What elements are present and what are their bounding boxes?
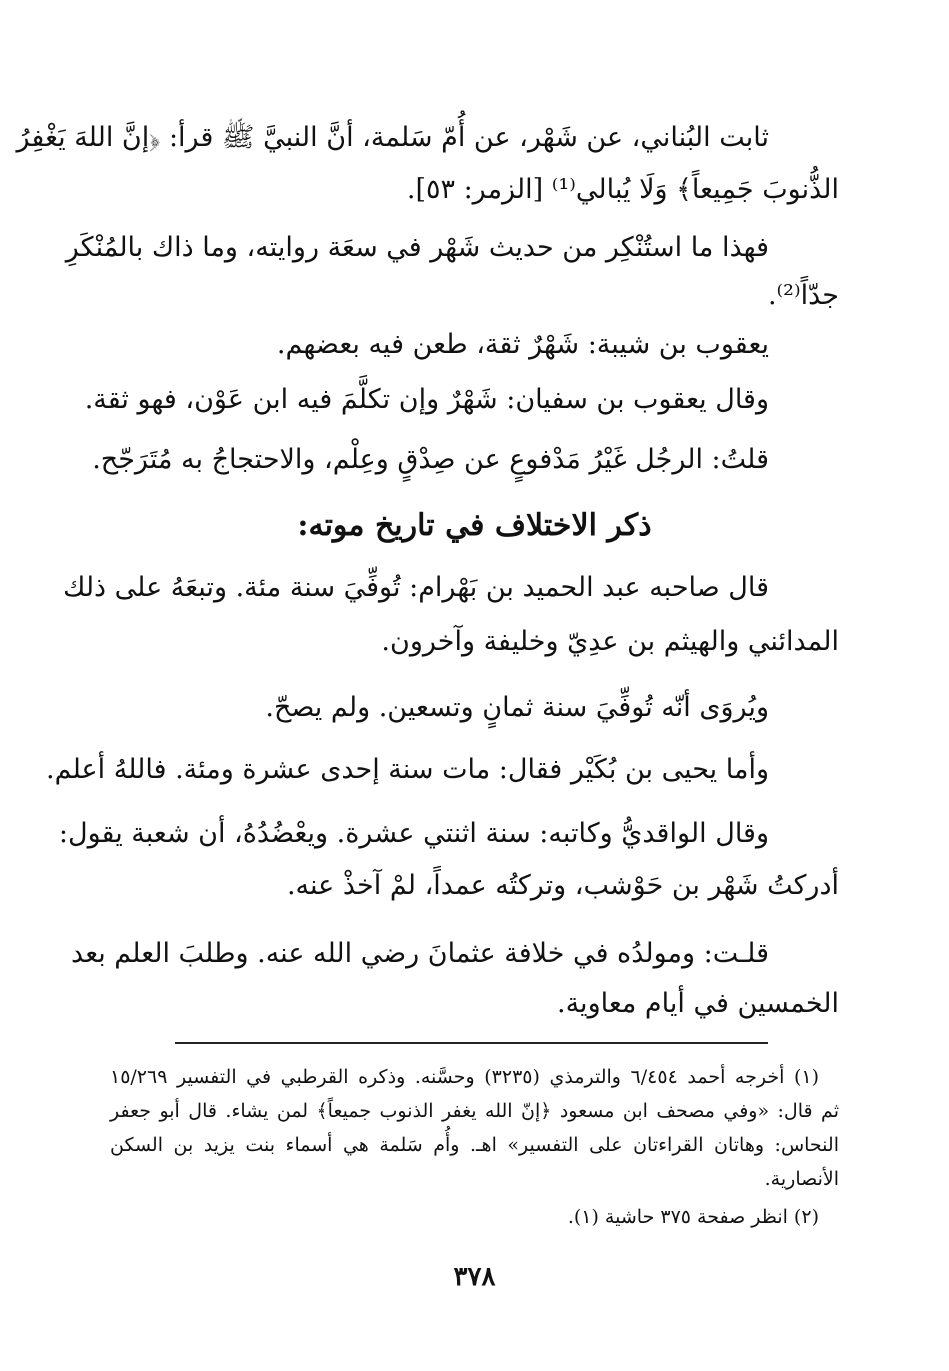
body-line: وقال يعقوب بن سفيان: شَهْرٌ وإن تكلَّمَ فيه ابن عَوْن، فهو ثقة. <box>84 384 769 415</box>
page-number: ٣٧٨ <box>453 1262 496 1292</box>
body-line: أدركتُ شَهْر بن حَوْشب، وتركتُه عمداً، لمْ آخذْ عنه. <box>286 870 839 901</box>
footnote-line: ثم قال: «وفي مصحف ابن مسعود ﴿إنّ الله يغفر الذنوب جميعاً﴾ لمن يشاء. قال أبو جعفر <box>110 1100 839 1122</box>
body-line: الخمسين في أيام معاوية. <box>557 988 839 1019</box>
body-line: قلتُ: الرجُل غَيْرُ مَدْفوعٍ عن صِدْقٍ وعِلْم، والاحتجاجُ به مُتَرَجّح. <box>92 444 769 475</box>
body-line: جدّاً⁽²⁾. <box>767 280 839 311</box>
body-line: ويُروَى أنّه تُوفِّيَ سنة ثمانٍ وتسعين. ولم يصحّ. <box>265 692 769 723</box>
body-line: قال صاحبه عبد الحميد بن بَهْرام: تُوفِّيَ سنة مئة. وتبعَهُ على ذلك <box>63 572 769 603</box>
body-line: قلـت: ومولدُه في خلافة عثمانَ رضي الله عنه. وطلبَ العلم بعد <box>71 938 769 969</box>
footnote-line: (٢) انظر صفحة ٣٧٥ حاشية (١). <box>567 1206 819 1228</box>
footnote-divider <box>175 1042 768 1044</box>
body-line: فهذا ما استُنْكِر من حديث شَهْر في سعَة روايته، وما ذاك بالمُنْكَرِ <box>65 232 769 263</box>
footnote-line: الأنصارية. <box>764 1168 839 1190</box>
body-line: يعقوب بن شيبة: شَهْرٌ ثقة، طعن فيه بعضهم. <box>276 329 769 360</box>
body-line: وأما يحيى بن بُكَيْر فقال: مات سنة إحدى عشرة ومئة. فاللهُ أعلم. <box>46 754 769 785</box>
body-line: ثابت البُناني، عن شَهْر، عن أُمّ سَلمة، أنَّ النبيَّ ﷺ قرأ: ﴿إنَّ اللهَ يَغْفِرُ <box>16 122 769 153</box>
body-line: وقال الواقديُّ وكاتبه: سنة اثنتي عشرة. ويعْضُدُهُ، أن شعبة يقول: <box>58 818 769 849</box>
body-line: المدائني والهيثم بن عدِيّ وخليفة وآخرون. <box>381 626 839 657</box>
footnote-line: النحاس: وهاتان القراءتان على التفسير» اهـ. وأُم سَلمة هي أسماء بنت يزيد بن السكن <box>110 1134 839 1156</box>
section-heading: ذكر الاختلاف في تاريخ موته: <box>297 508 652 543</box>
footnote-line: (١) أخرجه أحمد ٦/٤٥٤ والترمذي (٣٢٣٥) وحسَّنه. وذكره القرطبي في التفسير ١٥/٢٦٩ <box>110 1066 820 1088</box>
body-line: الذُّنوبَ جَمِيعاً﴾ وَلَا يُبالي⁽¹⁾ [الزمر: ٥٣]. <box>406 174 839 205</box>
